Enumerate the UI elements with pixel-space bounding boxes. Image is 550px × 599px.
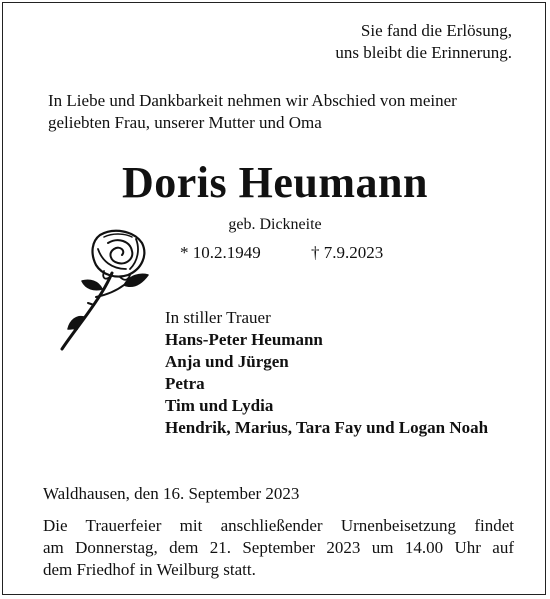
motto-line: Sie fand die Erlösung, [360,21,512,40]
mourner-name: Petra [165,374,205,393]
intro-line: geliebten Frau, unserer Mutter und Oma [48,113,322,132]
funeral-line: dem Friedhof in Weilburg statt. [43,560,256,579]
funeral-line: Die Trauerfeier mit anschließender Urnenbeisetzung findet [43,516,514,535]
funeral-line: am Donnerstag, dem 21. September 2023 um 14.00 Uhr auf [43,538,514,557]
mourner-name: Anja und Jürgen [165,352,289,371]
mourner-name: Tim und Lydia [165,396,274,415]
mourner-name: Hendrik, Marius, Tara Fay und Logan Noah [165,418,489,437]
birth-date: * 10.2.1949 [180,243,261,262]
mourner-name: Hans-Peter Heumann [165,330,323,349]
mourners-block [165,307,488,439]
death-date: † 7.9.2023 [311,243,384,262]
deceased-name: Doris Heumann [122,158,428,207]
funeral-info [43,515,514,581]
maiden-name: geb. Dickneite [228,216,322,233]
intro-line: In Liebe und Dankbarkeit nehmen wir Abschied von meiner [48,91,457,110]
motto-line: uns bleibt die Erinnerung. [335,43,512,62]
mourners-lead: In stiller Trauer [165,308,271,327]
intro-text [48,90,457,134]
place-date: Waldhausen, den 16. September 2023 [43,484,300,503]
rose-icon [32,225,160,355]
motto [0,20,512,64]
